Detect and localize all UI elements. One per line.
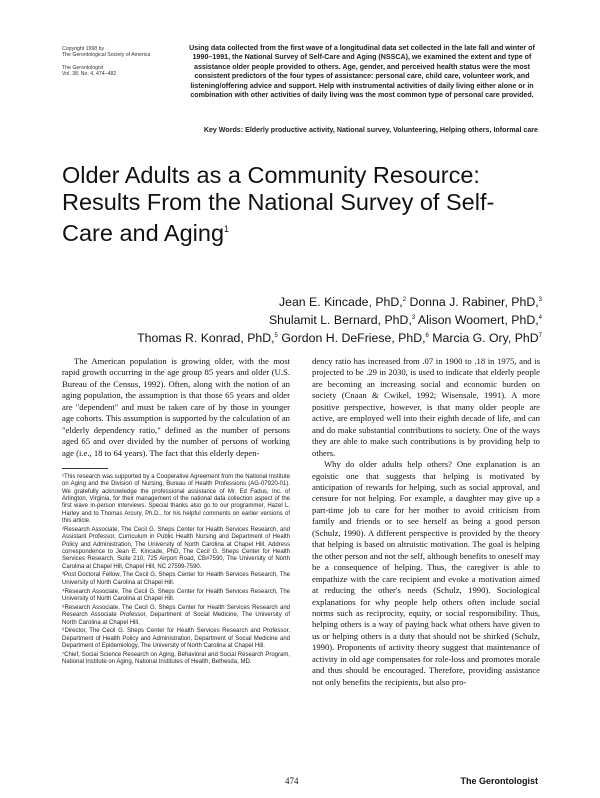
footnotes <box>62 474 290 668</box>
author-name: Alison Woomert, PhD, <box>417 313 539 328</box>
author-name: Jean E. Kincade, PhD, <box>278 295 403 310</box>
footnote-2: ²Research Associate, The Cecil G. Sheps Center for Health Services Research, and Assistant Professor, Curriculum in Public Health Nursing and Department of Health Policy and Administration, The University of North Carolina at Chapel Hill. Address correspondence to Jean E. Kincade, PhD, The Cecil G. Sheps Center for Health Services Research, Suite 210, 725 Airport Road, CB#7590, The University of North Carolina at Chapel Hill, Chapel Hill, NC 27599-7590. <box>62 526 290 570</box>
author-note: 3 <box>538 297 542 303</box>
footnote-3: ³Post Doctoral Fellow, The Cecil G. Sheps Center for Health Services Research, The University of North Carolina at Chapel Hill. <box>62 572 290 586</box>
body-paragraph: The American population is growing older, with the most rapid growth occurring in the age group 85 years and older (U.S. Bureau of the Census, 1992). Often, along with the notion of an aging population, the assumption is that those 65 years and older are "dependent" and must be taken care of by those in younger age cohorts. This assumption is supported by the calculation of an "elderly dependency ratio," defined as the number of persons aged 65 and over divided by the number of persons of working age (i.e., 18 to 64 years). The fact that this elderly depen- <box>62 356 290 458</box>
author-note: 6 <box>425 333 429 340</box>
journal-meta <box>62 46 182 78</box>
title-text: Older Adults as a Community Resource: Results From the National Survey of Self-Care and Aging <box>62 162 495 246</box>
author-line-2 <box>42 310 542 328</box>
article-title <box>62 162 542 247</box>
footnote-rule <box>62 468 108 469</box>
author-note: 5 <box>274 333 278 340</box>
footnote-7: ⁷Chief, Social Science Research on Aging, Behavioral and Social Research Program, National Institute on Aging, National Institutes of Health, Bethesda, MD. <box>62 651 290 666</box>
body-paragraph: Why do older adults help others? One explanation is an egoistic one that suggests that helping is motivated by anticipation of rewards for helping, such as social approval, and censure for not helping. For example, a daughter may give up a part-time job to care for her mother to avoid criticism from family and friends or to see herself as being a good person (Schulz, 1990). A different perspective is provided by the theory that helping is based on altruistic motivation. The goal is helping the other person and not the self, although benefits to oneself may be a consequence of helping. Thus, the caregiver is able to empathize with the care recipient and evoke a motivation aimed at reducing the other's needs (Schulz, 1990). Sociological explanations for why people help others often include social norms such as reciprocity, equity, or social responsibility. Thus, helping others is a way of paying back what others have given to us or helping others is a duty that should not be shirked (Schulz, 1990). Proponents of activity theory suggest that maintenance of activity in old age compensates for role-loss and promotes morale and thus should be encouraged. Therefore, providing assistance not only benefits the recipients, but also pro- <box>312 459 540 687</box>
title-footnote-mark: 1 <box>224 224 230 234</box>
body-column-left <box>62 356 290 459</box>
author-line-3 <box>42 328 542 346</box>
author-note: 7 <box>538 333 542 340</box>
page-number: 474 <box>285 776 299 786</box>
footnote-5: ⁵Research Associate, The Cecil G. Sheps Center for Health Services Research and Research Associate Professor, Department of Social Medicine, The University of North Carolina at Chapel Hill. <box>62 604 290 626</box>
author-list <box>42 292 542 346</box>
author-line-1 <box>42 292 542 310</box>
body-paragraph: dency ratio has increased from .07 in 1900 to .18 in 1975, and is projected to be .29 in 2030, is used to indicate that elderly people are becoming an increasing social and economic burden on society (Cnaan & Cwikel, 1992; Wisensale, 1991). A more positive perspective, however, is that many older people are active, are employed well into their eighth decade of life, and can and do make substantial contributions to society. One of the ways they are able to make such contributions is by providing help to others. <box>312 356 540 458</box>
copyright-line: Copyright 1998 by <box>62 46 105 52</box>
abstract-text: Using data collected from the first wave of a longitudinal data set collected in the late fall and winter of 1990–1991, the National Survey of Self-Care and Aging (NSSCA), we examined the extent and type of assistance older people provided to others. Age, gender, and perceived health status were the most consistent predictors of the four types of assistance: personal care, child care, volunteer work, and listening/offering advice and support. Help with instrumental activities of daily living either alone or in combination with other activities of daily living was the most common type of personal care provided. <box>189 44 535 100</box>
author-name: Gordon H. DeFriese, PhD, <box>281 331 426 346</box>
author-name: Shulamit L. Bernard, PhD, <box>268 313 412 328</box>
footnote-1: ¹This research was supported by a Cooperative Agreement from the National Institute on Aging and the Division of Nursing, Bureau of Health Professions (AG-07920-01). We gratefully acknowledge the professional assistance of Mr. Ed Fadus, Inc. of Arlington, Virginia, for their management of the national data collection aspect of the first wave in-person interviews. Special thanks also go to our programmer, Hazel L. Harley and to Thomas Arcury, Ph.D., for his helpful comments on earlier versions of this article. <box>62 474 290 525</box>
footnote-4: ⁴Research Associate, The Cecil G. Sheps Center for Health Services Research, The University of North Carolina at Chapel Hill. <box>62 588 290 602</box>
keywords-label: Key Words: <box>203 126 244 134</box>
author-name: Thomas R. Konrad, PhD, <box>137 331 275 346</box>
society-line: The Gerontological Society of America <box>62 52 151 59</box>
author-name: Donna J. Rabiner, PhD, <box>409 295 539 310</box>
footnote-6: ⁶Director, The Cecil G. Sheps Center for Health Services Research and Professor, Department of Health Policy and Administration, Department of Social Medicine and Department of Epidemiology, The University of North Carolina at Chapel Hill. <box>62 628 290 650</box>
author-note: 4 <box>538 315 542 322</box>
abstract <box>186 44 538 100</box>
keywords-text: Elderly productive activity, National survey, Volunteering, Helping others, Informal care <box>245 126 538 134</box>
author-name: Marcia G. Ory, PhD <box>432 331 539 346</box>
journal-line: The Gerontologist <box>62 64 104 71</box>
author-note: 2 <box>402 297 407 303</box>
author-note: 3 <box>411 315 416 322</box>
keywords <box>178 126 538 135</box>
body-column-right <box>312 356 540 688</box>
volume-line: Vol. 38, No. 4, 474–482 <box>62 71 117 78</box>
journal-footer: The Gerontologist <box>460 776 538 786</box>
